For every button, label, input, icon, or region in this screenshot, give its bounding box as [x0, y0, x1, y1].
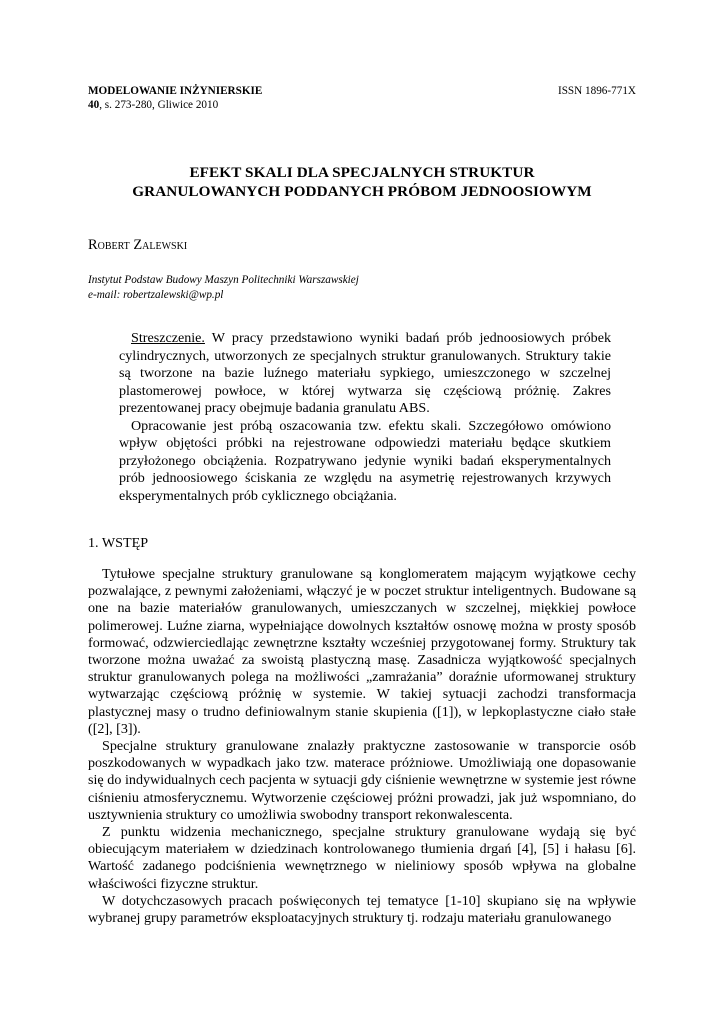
abstract-keyword: Streszczenie.: [131, 330, 205, 346]
email: e-mail: robertzalewski@wp.pl: [88, 288, 224, 301]
journal-header: [88, 84, 636, 112]
title-line-1: EFEKT SKALI DLA SPECJALNYCH STRUKTUR: [189, 164, 535, 181]
body-paragraph-1: Tytułowe specjalne struktury granulowane są konglomeratem mającym wyjątkowe cechy pozwalające, z pewnymi założeniami, włączyć je w poczet struktur inteligentnych. Budowane są one na bazie materiałów granulowanych, umieszczanych w szczelnej, miękkiej powłoce polimerowej. Luźne ziarna, wypełniające dowolnych kształtów osnowę można w prosty sposób formować, odzwierciedlając zewnętrzne kształty wcześniej przygotowanej formy. Struktury tak tworzone można uważać za swoistą plastyczną masę. Zasadnicza wyjątkowość specjalnych struktur granulowanych polega na możliwości „zamrażania” doraźnie uformowanej struktury wytwarzając częściową próżnię w systemie. W takiej sytuacji zachodzi transformacja plastycznej masy o trudno definiowalnym stanie skupienia ([1]), w lepkoplastyczne ciało stałe ([2], [3]).: [88, 566, 636, 737]
volume-info: [88, 98, 636, 112]
paper-title: [88, 163, 636, 201]
body-paragraph-2: Specjalne struktury granulowane znalazły praktyczne zastosowanie w transporcie osób poszkodowanych w wypadkach jako tzw. materace próżniowe. Umożliwiają one dopasowanie się do indywidualnych cech pacjenta w sytuacji gdy ciśnienie wewnętrzne w systemie jest równe ciśnieniu atmosferycznemu. Wytworzenie częściowej próżni prowadzi, jak już wspomniano, do usztywnienia struktury co umożliwia swobodny transport rekonwalescenta.: [88, 738, 636, 823]
body-paragraph-3: Z punktu widzenia mechanicznego, specjalne struktury granulowane wydają się być obiecującym materiałem w dziedzinach kontrolowanego tłumienia drgań [4], [5] i hałasu [6]. Wartość zadanego podciśnienia wewnętrznego w nieliniowy sposób wpływa na globalne właściwości fizyczne struktur.: [88, 824, 636, 892]
issn: ISSN 1896-771X: [557, 85, 636, 97]
body-text: [88, 566, 636, 927]
affiliation: [88, 273, 359, 302]
pages-place: , s. 273-280, Gliwice 2010: [99, 99, 219, 111]
abstract: [119, 330, 611, 505]
section-heading: 1. WSTĘP: [88, 535, 149, 551]
abstract-p1-text: W pracy przedstawiono wyniki badań prób jednoosiowych próbek cylindrycznych, utworzonych ze specjalnych struktur granulowanych. Struktury takie są tworzone na bazie luźnego materiału sypkiego, umieszczonego w szczelnej plastomerowej powłoce, w której wytwarza się częściową próżnię. Zakres prezentowanej pracy obejmuje badania granulatu ABS.: [119, 330, 611, 416]
abstract-paragraph-1: [119, 330, 611, 418]
volume-number: 40: [88, 99, 100, 111]
body-paragraph-4: W dotychczasowych pracach poświęconych tej tematyce [1-10] skupiano się na wpływie wybranej grupy parametrów eksploatacyjnych struktury tj. rodzaju materiału granulowanego: [88, 892, 636, 927]
abstract-paragraph-2: Opracowanie jest próbą oszacowania tzw. efektu skali. Szczegółowo omówiono wpływ objętości próbki na rejestrowane odpowiedzi materiału będące skutkiem przyłożonego obciążenia. Rozpatrywano jedynie wyniki badań eksperymentalnych prób jednoosiowego ściskania ze względu na asymetrię rejestrowanych krzywych eksperymentalnych prób cyklicznego obciążania.: [119, 417, 611, 504]
journal-name: MODELOWANIE INŻYNIERSKIE: [88, 85, 263, 97]
author-name: Robert Zalewski: [88, 237, 188, 253]
title-line-2: GRANULOWANYCH PODDANYCH PRÓBOM JEDNOOSIOWYM: [132, 183, 592, 200]
institute: Instytut Podstaw Budowy Maszyn Politechniki Warszawskiej: [88, 274, 359, 286]
